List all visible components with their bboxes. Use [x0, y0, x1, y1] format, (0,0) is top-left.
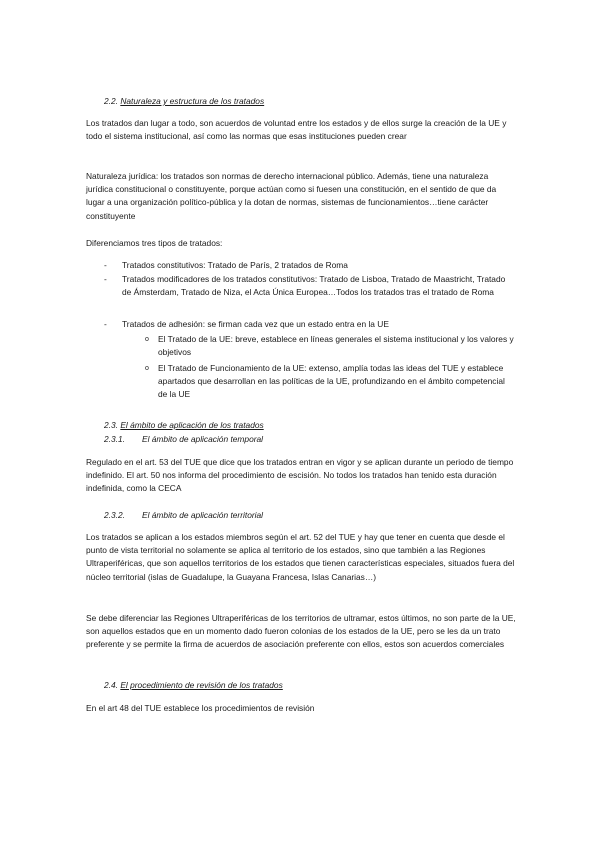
paragraph: Naturaleza jurídica: los tratados son normas de derecho internacional público. Además, tiene una naturaleza jurídica constitucional o constituyente, porque actúan como si fuesen una constitución, en el sentido de que da lugar a una organización político-pública y la dotan de normas, sistemas de funcionamientos…tiene carácter constituyente — [86, 171, 497, 221]
sub-bullet-marker: o — [145, 365, 149, 372]
sub-list-item: El Tratado de Funcionamiento de la UE: extenso, amplía todas las ideas del TUE y establece apartados que desarrollan en las políticas de la UE, profundizando en el ámbito competencial de la UE — [158, 363, 505, 400]
section-title: Naturaleza y estructura de los tratados — [120, 96, 265, 106]
paragraph: Los tratados se aplican a los estados miembros según el art. 52 del TUE y hay que tener en cuenta que desde el punto de vista territorial no solamente se aplica al territorio de los estados, sino que también a las Regiones Ultraperiféricas, que son aquellos territorios de los estados que tienen características especiales, situados fuera del núcleo territorial (islas de Guadalupe, la Guayana Francesa, Islas Canarias…) — [86, 532, 515, 582]
section-heading-2-2 — [104, 95, 264, 108]
section-title: El ámbito de aplicación territorial — [142, 510, 264, 520]
section-number: 2.3.2. — [104, 510, 125, 520]
section-heading-2-4 — [104, 679, 283, 692]
bullet-marker: - — [104, 274, 107, 284]
section-heading-2-3-1 — [104, 433, 264, 446]
section-title: El ámbito de aplicación temporal — [142, 434, 264, 444]
paragraph: En el art 48 del TUE establece los procedimientos de revisión — [86, 703, 315, 713]
sub-bullet-marker: o — [145, 336, 149, 343]
section-title: El ámbito de aplicación de los tratados — [120, 420, 264, 430]
bullet-marker: - — [104, 260, 107, 270]
section-number: 2.2. — [104, 96, 118, 106]
paragraph: Los tratados dan lugar a todo, son acuerdos de voluntad entre los estados y de ellos surge la creación de la UE y todo el sistema institucional, así como las normas que esas instituciones pueden crear — [86, 118, 507, 142]
section-heading-2-3 — [104, 419, 264, 432]
section-number: 2.4. — [104, 680, 118, 690]
paragraph: Diferenciamos tres tipos de tratados: — [86, 238, 223, 248]
list-item: Tratados de adhesión: se firman cada vez que un estado entra en la UE — [122, 319, 389, 329]
list-item: Tratados modificadores de los tratados constitutivos: Tratado de Lisboa, Tratado de Maastricht, Tratado de Ámsterdam, Tratado de Niza, el Acta Única Europea…Todos los tratados tras el tratado de Roma — [122, 274, 506, 298]
section-number: 2.3.1. — [104, 434, 125, 444]
section-heading-2-3-2 — [104, 509, 264, 522]
bullet-marker: - — [104, 319, 107, 329]
sub-list-item: El Tratado de la UE: breve, establece en líneas generales el sistema institucional y los valores y objetivos — [158, 334, 514, 358]
paragraph: Se debe diferenciar las Regiones Ultraperiféricas de los territorios de ultramar, estos últimos, no son parte de la UE, son aquellos estados que en un momento dado fueron colonias de los estados de la UE, pero se les da un trato preferente y se permite la firma de acuerdos de asociación preferente con ellos, estos son acuerdos comerciales — [86, 613, 516, 650]
list-item: Tratados constitutivos: Tratado de París, 2 tratados de Roma — [122, 260, 348, 270]
paragraph: Regulado en el art. 53 del TUE que dice que los tratados entran en vigor y se aplican durante un periodo de tiempo indefinido. El art. 50 nos informa del procedimiento de escisión. No todos los tratados han tenido esta duración indefinida, como la CECA — [86, 457, 514, 494]
section-title: El procedimiento de revisión de los tratados — [120, 680, 283, 690]
section-number: 2.3. — [104, 420, 118, 430]
